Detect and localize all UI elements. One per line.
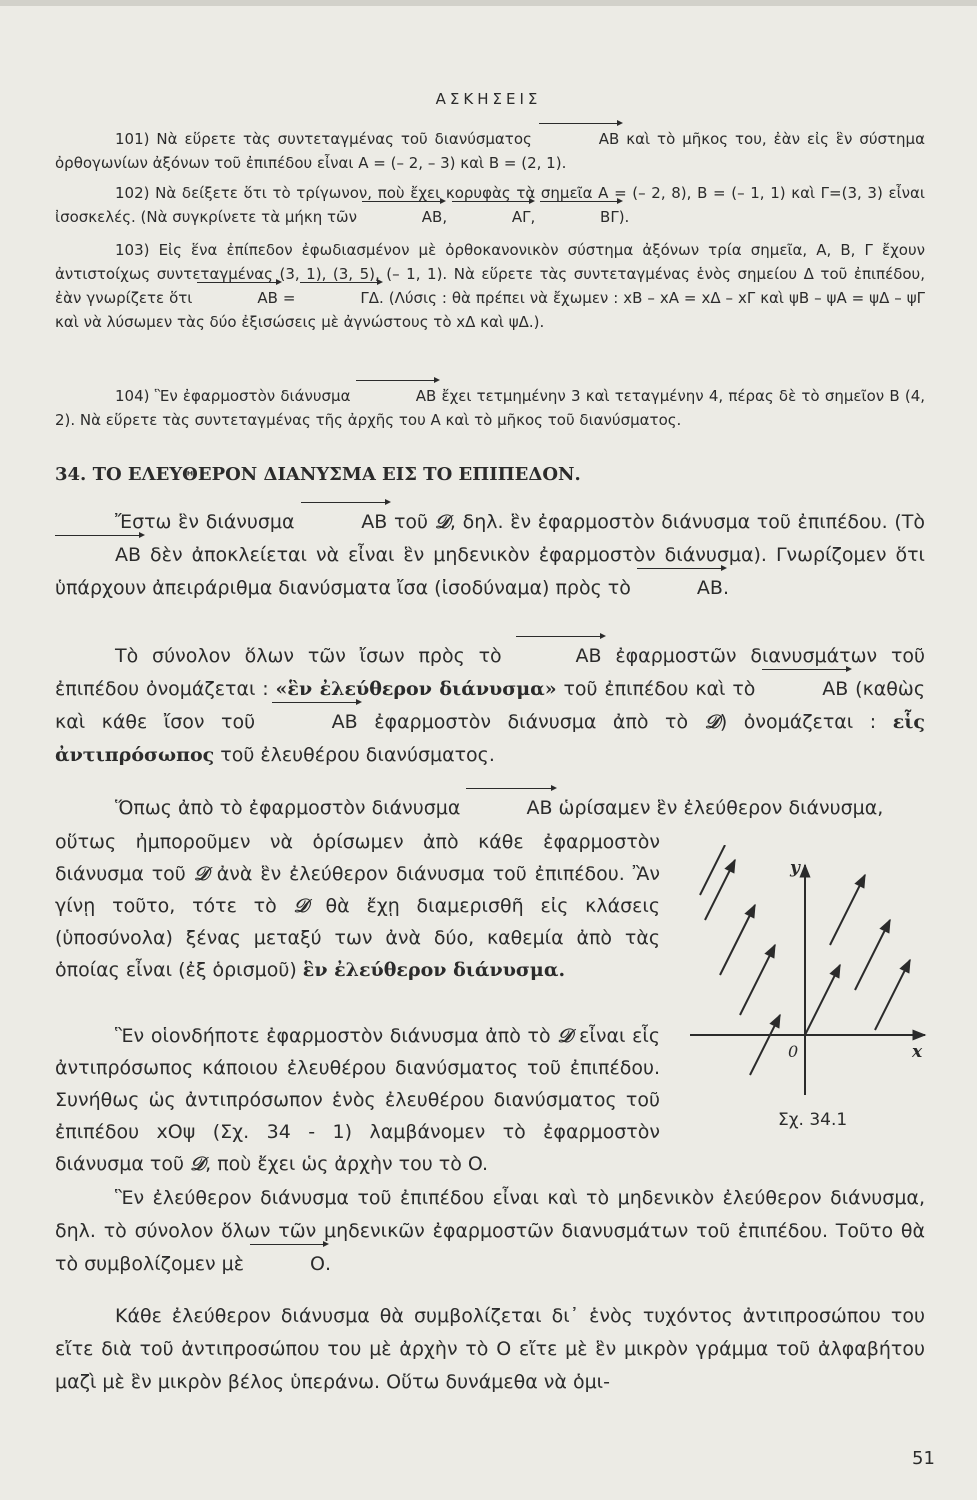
- paragraph-6: Ἓν ἐλεύθερον διάνυσμα τοῦ ἐπιπέδου εἶναι καὶ τὸ μηδενικὸν ἐλεύθερον διάνυσμα, δηλ. τὸ σύνολον ὅλων τῶν μηδενικῶν ἐφαρμοστῶν διανυσμάτων τοῦ ἐπιπέδου. Τοῦτο θὰ τὸ συμβολίζομεν μὲ O.: [55, 1182, 925, 1281]
- exercise-102: 102) Νὰ δείξετε ὅτι τὸ τρίγωνον, ποὺ ἔχει κορυφὰς τὰ σημεῖα A = (– 2, 8), B = (– 1, 1) καὶ Γ=(3, 3) εἶναι ἰσοσκελές. (Νὰ συγκρίνετε τὰ μήκη τῶν AB, AΓ, BΓ).: [55, 181, 925, 229]
- vector-arrow: [805, 965, 840, 1035]
- section-title: 34. ΤΟ ΕΛΕΥΘΕΡΟΝ ΔΙΑΝΥΣΜΑ ΕΙΣ ΤΟ ΕΠΙΠΕΔΟΝ.: [55, 464, 581, 485]
- vector-ab: AB: [516, 640, 602, 673]
- vector-bg: BΓ: [540, 205, 619, 229]
- paragraph-5: Ἓν οἱονδήποτε ἐφαρμοστὸν διάνυσμα ἀπὸ τὸ 𝒟 εἶναι εἷς ἀντιπρόσωπος κάποιου ἐλευθέρου διανύσματος τοῦ ἐπιπέδου. Συνήθως ὡς ἀντιπρόσωπον ἑνὸς ἐλευθέρου διανύσματος τοῦ ἐπιπέδου xOψ (Σχ. 34 - 1) λαμβάνομεν τὸ ἐφαρμοστὸν διάνυσμα τοῦ 𝒟, ποὺ ἔχει ὡς ἀρχὴν του τὸ O.: [55, 1025, 660, 1175]
- script-d: 𝒟: [704, 711, 720, 733]
- vector-ab: AB: [466, 792, 552, 825]
- page-number: 51: [912, 1448, 935, 1469]
- vector-arrow: [875, 960, 910, 1030]
- exercise-103: 103) Εἰς ἕνα ἐπίπεδον ἐφωδιασμένον μὲ ὀρθοκανονικὸν σύστημα ἀξόνων τρία σημεῖα, A, B, Γ ἔχουν ἀντιστοίχως συντεταγμένας (3, 1), (3, 5), (– 1, 1). Νὰ εὕρετε τὰς συντεταγμένας ἑνὸς σημείου Δ τοῦ ἐπιπέδου, ἐὰν γνωρίζετε ὅτι AB = ΓΔ. (Λύσις : θὰ πρέπει νὰ ἔχωμεν : xB – xA = xΔ – xΓ καὶ ψB – ψA = ψΔ – ψΓ καὶ νὰ λύσωμεν τὰς δύο ἐξισώσεις μὲ ἀγνώστους τὸ xΔ καὶ ψΔ.).: [55, 241, 925, 331]
- vector-arrow: [750, 1015, 780, 1075]
- figure-caption: Σχ. 34.1: [778, 1110, 848, 1130]
- vector-ab: AB: [362, 205, 443, 229]
- vector-arrow: [720, 905, 755, 975]
- vector-ab: AB: [356, 384, 437, 408]
- vector-ab: AB: [197, 286, 278, 310]
- paragraph-2: Τὸ σύνολον ὅλων τῶν ἴσων πρὸς τὸ AB ἐφαρμοστῶν διανυσμάτων τοῦ ἐπιπέδου ὀνομάζεται : «ἓν ἐλεύθερον διάνυσμα» τοῦ ἐπιπέδου καὶ τὸ AB (καθὼς καὶ κάθε ἴσον τοῦ AB ἐφαρμοστὸν διάνυσμα ἀπὸ τὸ 𝒟) ὀνομάζεται : εἷς ἀντιπρόσωπος τοῦ ἐλευθέρου διανύσματος.: [55, 640, 925, 772]
- x-axis-label: x: [912, 1042, 923, 1062]
- paragraph-3: Ὅπως ἀπὸ τὸ ἐφαρμοστὸν διάνυσμα AB ὡρίσαμεν ἓν ἐλεύθερον διάνυσμα,: [55, 792, 925, 825]
- vector-ab: AB: [539, 127, 620, 151]
- vector-ab: AB: [55, 539, 141, 572]
- script-d: 𝒟: [434, 511, 450, 533]
- vector-ab: AB: [272, 706, 358, 739]
- script-d: 𝒟: [293, 895, 309, 917]
- vector-gd: ΓΔ: [300, 286, 379, 310]
- vector-arrow: [740, 945, 775, 1015]
- exercise-104: 104) Ἓν ἐφαρμοστὸν διάνυσμα AB ἔχει τετμημένην 3 καὶ τεταγμένην 4, πέρας δὲ τὸ σημεῖον B (4, 2). Νὰ εὕρετε τὰς συντεταγμένας τῆς ἀρχῆς του A καὶ τὸ μῆκος τοῦ διανύσματος.: [55, 384, 925, 432]
- page-top-edge: [0, 0, 977, 6]
- free-vectors-figure: [680, 845, 935, 1105]
- exercise-101: 101) Νὰ εὕρετε τὰς συντεταγμένας τοῦ διανύσματος AB καὶ τὸ μῆκος του, ἐὰν εἰς ἓν σύστημα ὀρθογωνίων ἀξόνων τοῦ ἐπιπέδου εἶναι A = (– 2, – 3) καὶ B = (2, 1).: [55, 127, 925, 175]
- script-d: 𝒟: [193, 863, 209, 885]
- vector-o: O: [250, 1248, 325, 1281]
- bold-term: ἓν ἐλεύθερον διάνυσμα.: [302, 959, 566, 981]
- origin-label: 0: [788, 1042, 799, 1061]
- exercises-heading: ΑΣΚΗΣΕΙΣ: [435, 90, 542, 108]
- vector-ag: AΓ: [452, 205, 531, 229]
- vector-ab: AB: [637, 572, 723, 605]
- vector-arrow: [855, 920, 890, 990]
- vector-ab: AB: [301, 506, 387, 539]
- vector-arrow: [705, 860, 735, 920]
- script-d: 𝒟: [557, 1025, 573, 1047]
- bold-term: εἷς ἀντιπρόσωπος: [55, 711, 926, 766]
- bold-term: «ἓν ἐλεύθερον διάνυσμα»: [275, 678, 557, 700]
- paragraph-1: Ἔστω ἓν διάνυσμα AB τοῦ 𝒟, δηλ. ἓν ἐφαρμοστὸν διάνυσμα τοῦ ἐπιπέδου. (Τὸ AB δὲν ἀποκλείεται νὰ εἶναι ἓν μηδενικὸν ἐφαρμοστὸν διάνυσμα). Γνωρίζομεν ὅτι ὑπάρχουν ἀπειράριθμα διανύσματα ἴσα (ἰσοδύναμα) πρὸς τὸ AB.: [55, 506, 925, 605]
- y-axis-label: y: [790, 858, 800, 878]
- script-d: 𝒟: [189, 1153, 206, 1175]
- vector-arrow: [830, 875, 865, 945]
- paragraph-7: Κάθε ἐλεύθερον διάνυσμα θὰ συμβολίζεται δι᾽ ἑνὸς τυχόντος ἀντιπροσώπου του εἴτε διὰ τοῦ ἀντιπροσώπου του μὲ ἀρχὴν τὸ O εἴτε μὲ ἓν μικρὸν γράμμα τοῦ ἀλφαβήτου μαζὶ μὲ ἓν μικρὸν βέλος ὑπεράνω. Οὕτω δυνάμεθα νὰ ὁμι-: [55, 1305, 925, 1393]
- vector-ab: AB: [762, 673, 848, 706]
- paragraph-4: οὕτως ἠμποροῦμεν νὰ ὁρίσωμεν ἀπὸ κάθε ἐφαρμοστὸν διάνυσμα τοῦ 𝒟 ἀνὰ ἓν ἐλεύθερον διάνυσμα τοῦ ἐπιπέδου. Ἂν γίνῃ τοῦτο, τότε τὸ 𝒟 θὰ ἔχῃ διαμερισθῆ εἰς κλάσεις (ὑποσύνολα) ξένας μεταξύ των ἀνὰ δύο, καθεμία ἀπὸ τὰς ὁποίας εἶναι (ἐξ ὁρισμοῦ) ἓν ἐλεύθερον διάνυσμα.: [55, 831, 661, 981]
